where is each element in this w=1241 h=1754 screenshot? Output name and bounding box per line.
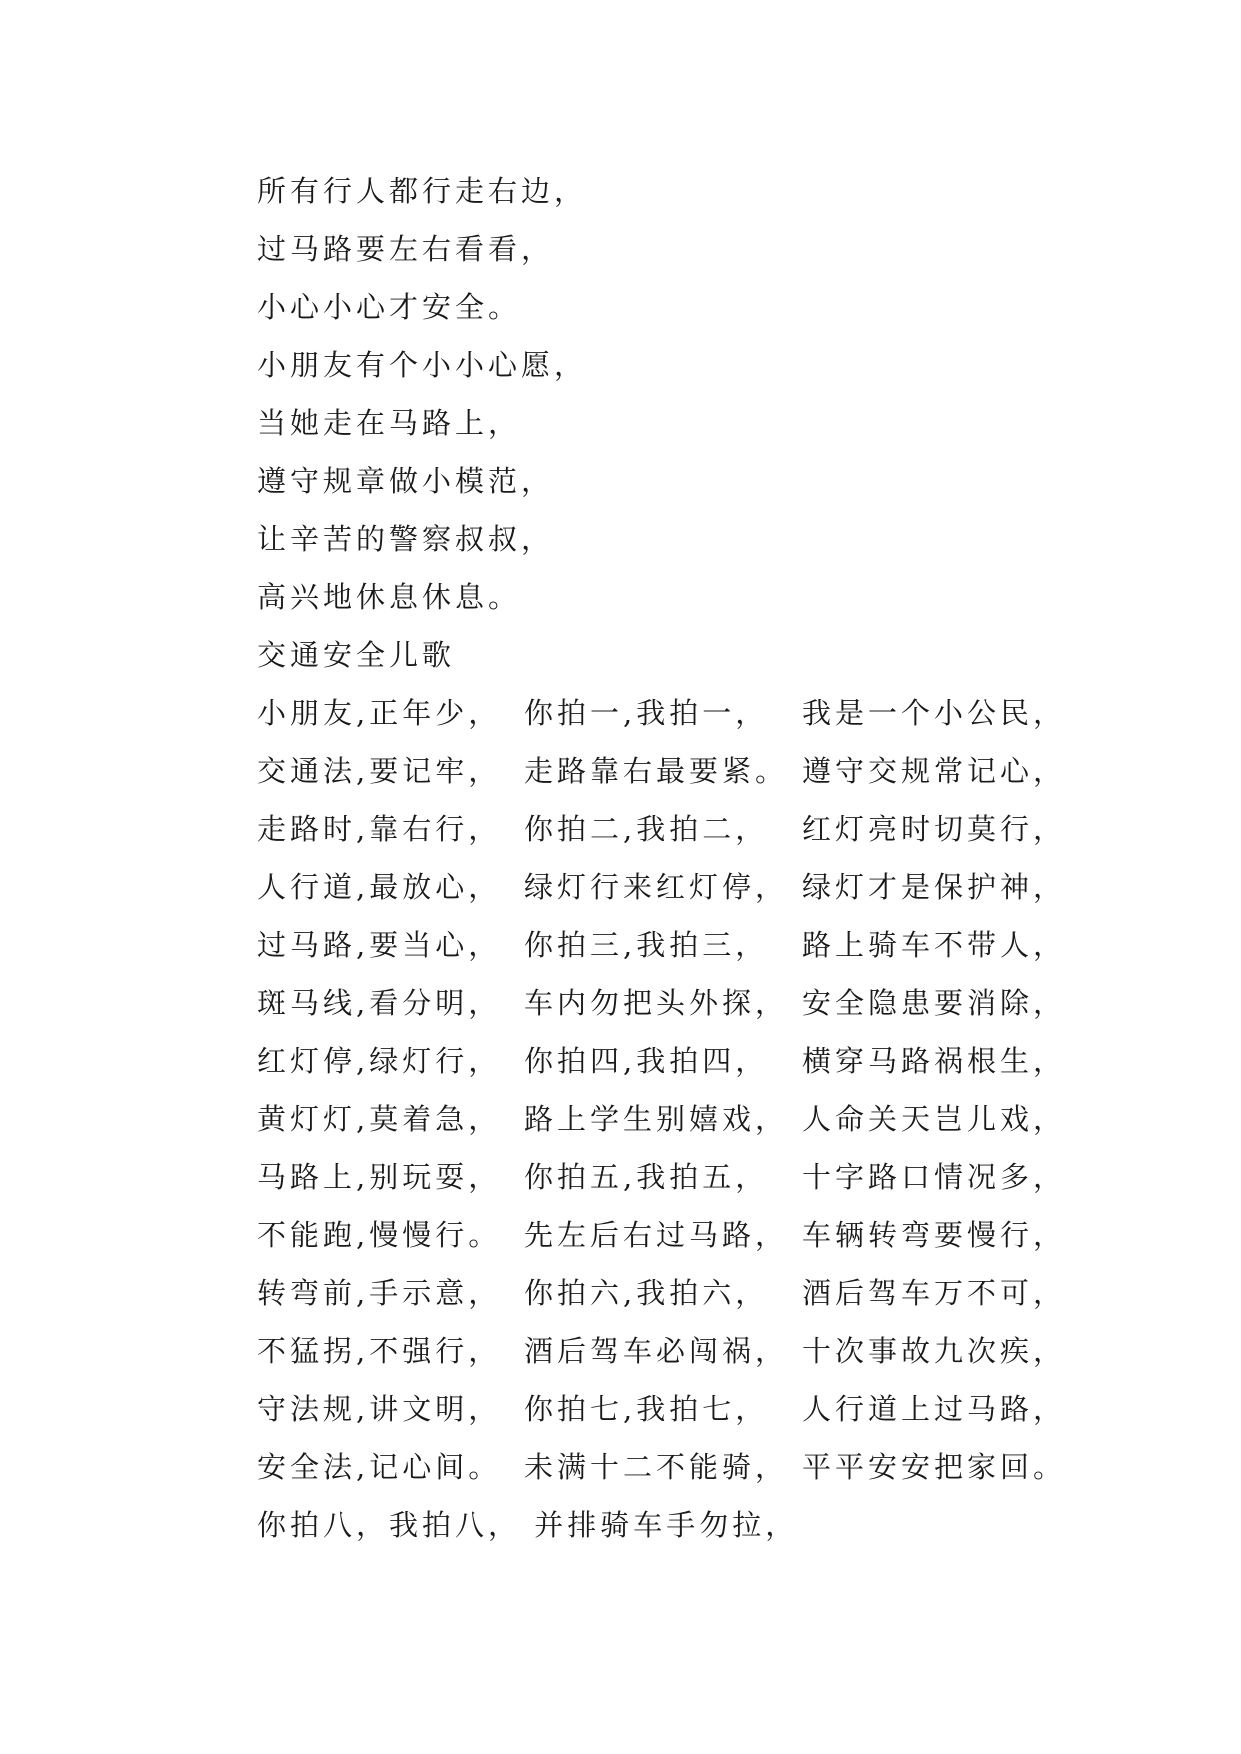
verse-cell: 守法规,讲文明， bbox=[257, 1392, 502, 1426]
verse-cell: 斑马线,看分明， bbox=[257, 986, 502, 1020]
verse-cell: 走路时,靠右行， bbox=[257, 812, 502, 846]
intro-line: 所有行人都行走右边， bbox=[257, 174, 588, 208]
intro-line: 过马路要左右看看， bbox=[257, 232, 555, 266]
verse-cell: 横穿马路祸根生， bbox=[802, 1044, 1067, 1078]
verse-row bbox=[257, 916, 1077, 974]
intro-line: 小心小心才安全。 bbox=[257, 290, 522, 324]
verse-row bbox=[257, 974, 1077, 1032]
intro-line: 小朋友有个小小心愿， bbox=[257, 348, 588, 382]
verse-cell: 安全法,记心间。 bbox=[257, 1450, 502, 1484]
verse-row bbox=[257, 1032, 1077, 1090]
verse-cell: 路上骑车不带人， bbox=[802, 928, 1067, 962]
verse-cell: 人命关天岂儿戏， bbox=[802, 1102, 1067, 1136]
verse-cell: 绿灯行来红灯停， bbox=[524, 870, 789, 904]
verse-cell: 黄灯灯,莫着急， bbox=[257, 1102, 502, 1136]
verse-cell: 红灯停,绿灯行， bbox=[257, 1044, 502, 1078]
verse-cell: 你拍六,我拍六， bbox=[524, 1276, 769, 1310]
verse-cell: 路上学生别嬉戏， bbox=[524, 1102, 789, 1136]
verse-cell: 酒后驾车必闯祸， bbox=[524, 1334, 789, 1368]
verse-row bbox=[257, 1438, 1077, 1496]
verse-row bbox=[257, 800, 1077, 858]
verse-cell: 车内勿把头外探， bbox=[524, 986, 789, 1020]
poem-text bbox=[257, 162, 1077, 1554]
verse-cell: 未满十二不能骑， bbox=[524, 1450, 789, 1484]
verse-cell: 你拍二,我拍二， bbox=[524, 812, 769, 846]
verse-cell: 车辆转弯要慢行， bbox=[802, 1218, 1067, 1252]
verse-cell: 马路上,别玩耍， bbox=[257, 1160, 502, 1194]
verse-row bbox=[257, 742, 1077, 800]
verse-cell: 红灯亮时切莫行， bbox=[802, 812, 1067, 846]
verse-row bbox=[257, 1264, 1077, 1322]
verse-row bbox=[257, 1206, 1077, 1264]
last-line: 你拍八，我拍八， 并排骑车手勿拉， bbox=[257, 1508, 799, 1542]
verse-row bbox=[257, 1090, 1077, 1148]
intro-line: 遵守规章做小模范， bbox=[257, 464, 555, 498]
verse-cell: 不能跑,慢慢行。 bbox=[257, 1218, 502, 1252]
verse-cell: 走路靠右最要紧。 bbox=[524, 754, 789, 788]
verse-cell: 人行道上过马路， bbox=[802, 1392, 1067, 1426]
verse-cell: 酒后驾车万不可， bbox=[802, 1276, 1067, 1310]
verse-cell: 不猛拐,不强行， bbox=[257, 1334, 502, 1368]
verse-cell: 你拍四,我拍四， bbox=[524, 1044, 769, 1078]
verse-cell: 十字路口情况多， bbox=[802, 1160, 1067, 1194]
intro-line: 让辛苦的警察叔叔， bbox=[257, 522, 555, 556]
verse-cell: 十次事故九次疾， bbox=[802, 1334, 1067, 1368]
verse-cell: 安全隐患要消除， bbox=[802, 986, 1067, 1020]
verse-cell: 绿灯才是保护神， bbox=[802, 870, 1067, 904]
verse-cell: 遵守交规常记心， bbox=[802, 754, 1067, 788]
verse-cell: 你拍七,我拍七， bbox=[524, 1392, 769, 1426]
verse-cell: 我是一个小公民， bbox=[802, 696, 1067, 730]
verse-cell: 小朋友,正年少， bbox=[257, 696, 502, 730]
verse-cell: 交通法,要记牢， bbox=[257, 754, 502, 788]
verse-row bbox=[257, 684, 1077, 742]
verse-row bbox=[257, 1148, 1077, 1206]
verse-row bbox=[257, 858, 1077, 916]
intro-line: 当她走在马路上， bbox=[257, 406, 522, 440]
verse-cell: 人行道,最放心， bbox=[257, 870, 502, 904]
intro-line: 高兴地休息休息。 bbox=[257, 580, 522, 614]
section-title: 交通安全儿歌 bbox=[257, 638, 456, 672]
verse-cell: 你拍三,我拍三， bbox=[524, 928, 769, 962]
verse-row bbox=[257, 1380, 1077, 1438]
verse-cell: 转弯前,手示意， bbox=[257, 1276, 502, 1310]
verse-cell: 过马路,要当心， bbox=[257, 928, 502, 962]
verse-cell: 先左后右过马路， bbox=[524, 1218, 789, 1252]
verse-cell: 你拍一,我拍一， bbox=[524, 696, 769, 730]
verse-cell: 平平安安把家回。 bbox=[802, 1450, 1067, 1484]
verse-row bbox=[257, 1322, 1077, 1380]
verse-cell: 你拍五,我拍五， bbox=[524, 1160, 769, 1194]
